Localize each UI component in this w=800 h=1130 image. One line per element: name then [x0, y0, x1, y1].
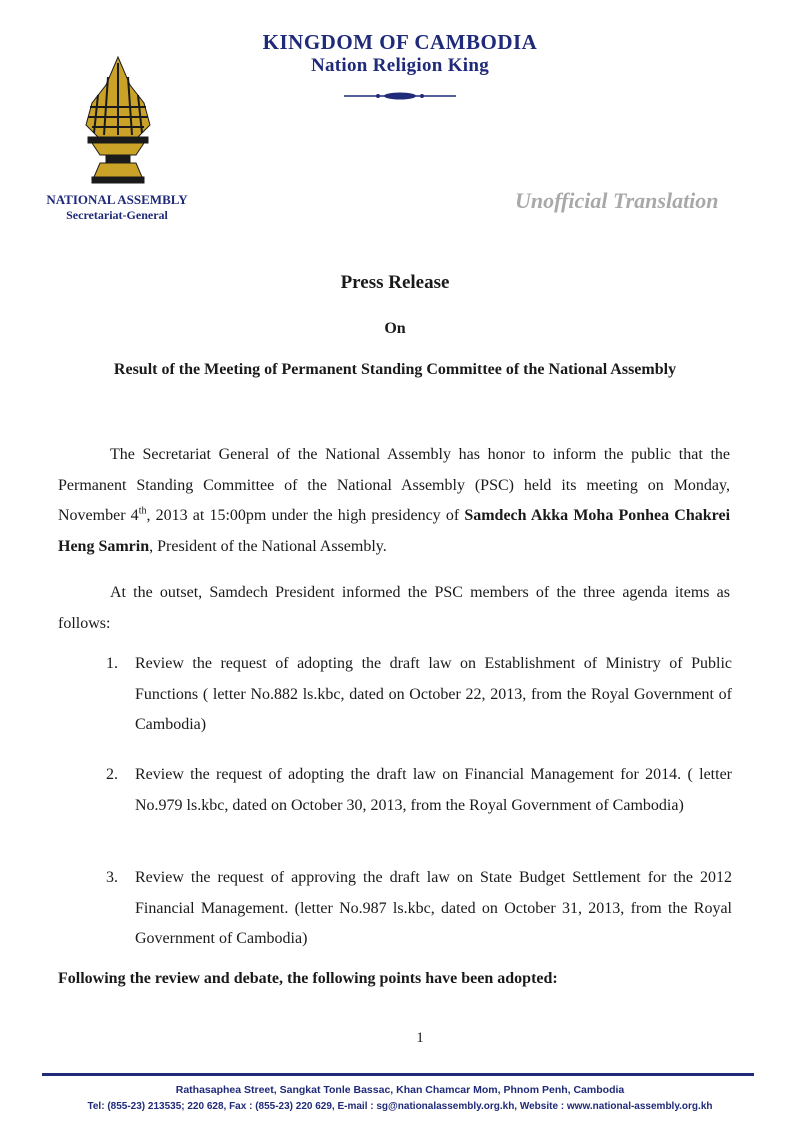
paragraph-intro — [58, 440, 730, 562]
ornament-divider-icon — [344, 91, 456, 101]
header-title: KINGDOM OF CAMBODIA — [262, 30, 538, 54]
agenda-item-number: 1. — [106, 655, 118, 672]
agenda-item-number: 2. — [106, 766, 118, 783]
footer-divider — [42, 1073, 754, 1076]
organization-subtitle: Secretariat-General — [66, 208, 168, 222]
paragraph-intro-part-c: , President of the National Assembly. — [149, 537, 387, 555]
agenda-item — [106, 760, 732, 821]
unofficial-translation-label: Unofficial Translation — [515, 188, 719, 213]
document-title: Press Release — [340, 272, 450, 293]
agenda-item-number: 3. — [106, 869, 118, 886]
agenda-item — [106, 863, 732, 955]
agenda-item — [106, 649, 732, 741]
paragraph-agenda-intro-text: At the outset, Samdech President informed the PSC members of the three agenda items as follows: — [58, 584, 730, 632]
footer-address: Rathasaphea Street, Sangkat Tonle Bassac, Khan Chamcar Mom, Phnom Penh, Cambodia — [175, 1084, 625, 1096]
footer-contact: Tel: (855-23) 213535; 220 628, Fax : (855-23) 220 629, E-mail : sg@nationalassembly.org.kh, Website : www.national-assembly.org.kh — [87, 1101, 713, 1112]
header-subtitle: Nation Religion King — [310, 55, 490, 76]
paragraph-intro-part-a: The Secretariat General of the National Assembly has honor to inform the public that the Permanent Standing Committee of the National Assembly (PSC) held its meeting on Monday, November 4 — [58, 446, 730, 524]
document-on-label: On — [384, 320, 406, 337]
page-number: 1 — [416, 1030, 424, 1046]
paragraph-agenda-intro — [58, 578, 730, 639]
president-name: Samdech Akka Moha Ponhea Chakrei Heng Samrin — [58, 507, 731, 555]
conclusion-heading: Following the review and debate, the following points have been adopted: — [58, 970, 558, 987]
organization-name: NATIONAL ASSEMBLY — [46, 192, 188, 207]
paragraph-intro-part-b: , 2013 at 15:00pm under the high presidency of — [146, 507, 465, 524]
cambodian-royal-emblem-icon — [78, 55, 158, 187]
date-superscript: th — [138, 505, 147, 517]
agenda-item-text: Review the request of adopting the draft law on Financial Management for 2014. ( letter No.979 ls.kbc, dated on October 30, 2013, from the Royal Government of Cambodia) — [135, 766, 732, 814]
agenda-item-text: Review the request of adopting the draft law on Establishment of Ministry of Public Functions ( letter No.882 ls.kbc, dated on October 22, 2013, from the Royal Government of Cambodia) — [135, 655, 732, 733]
agenda-item-text: Review the request of approving the draft law on State Budget Settlement for the 2012 Financial Management. (letter No.987 ls.kbc, dated on October 31, 2013, from the Royal Government of Cambodia) — [135, 869, 732, 947]
document-subject: Result of the Meeting of Permanent Standing Committee of the National Assembly — [113, 361, 677, 378]
